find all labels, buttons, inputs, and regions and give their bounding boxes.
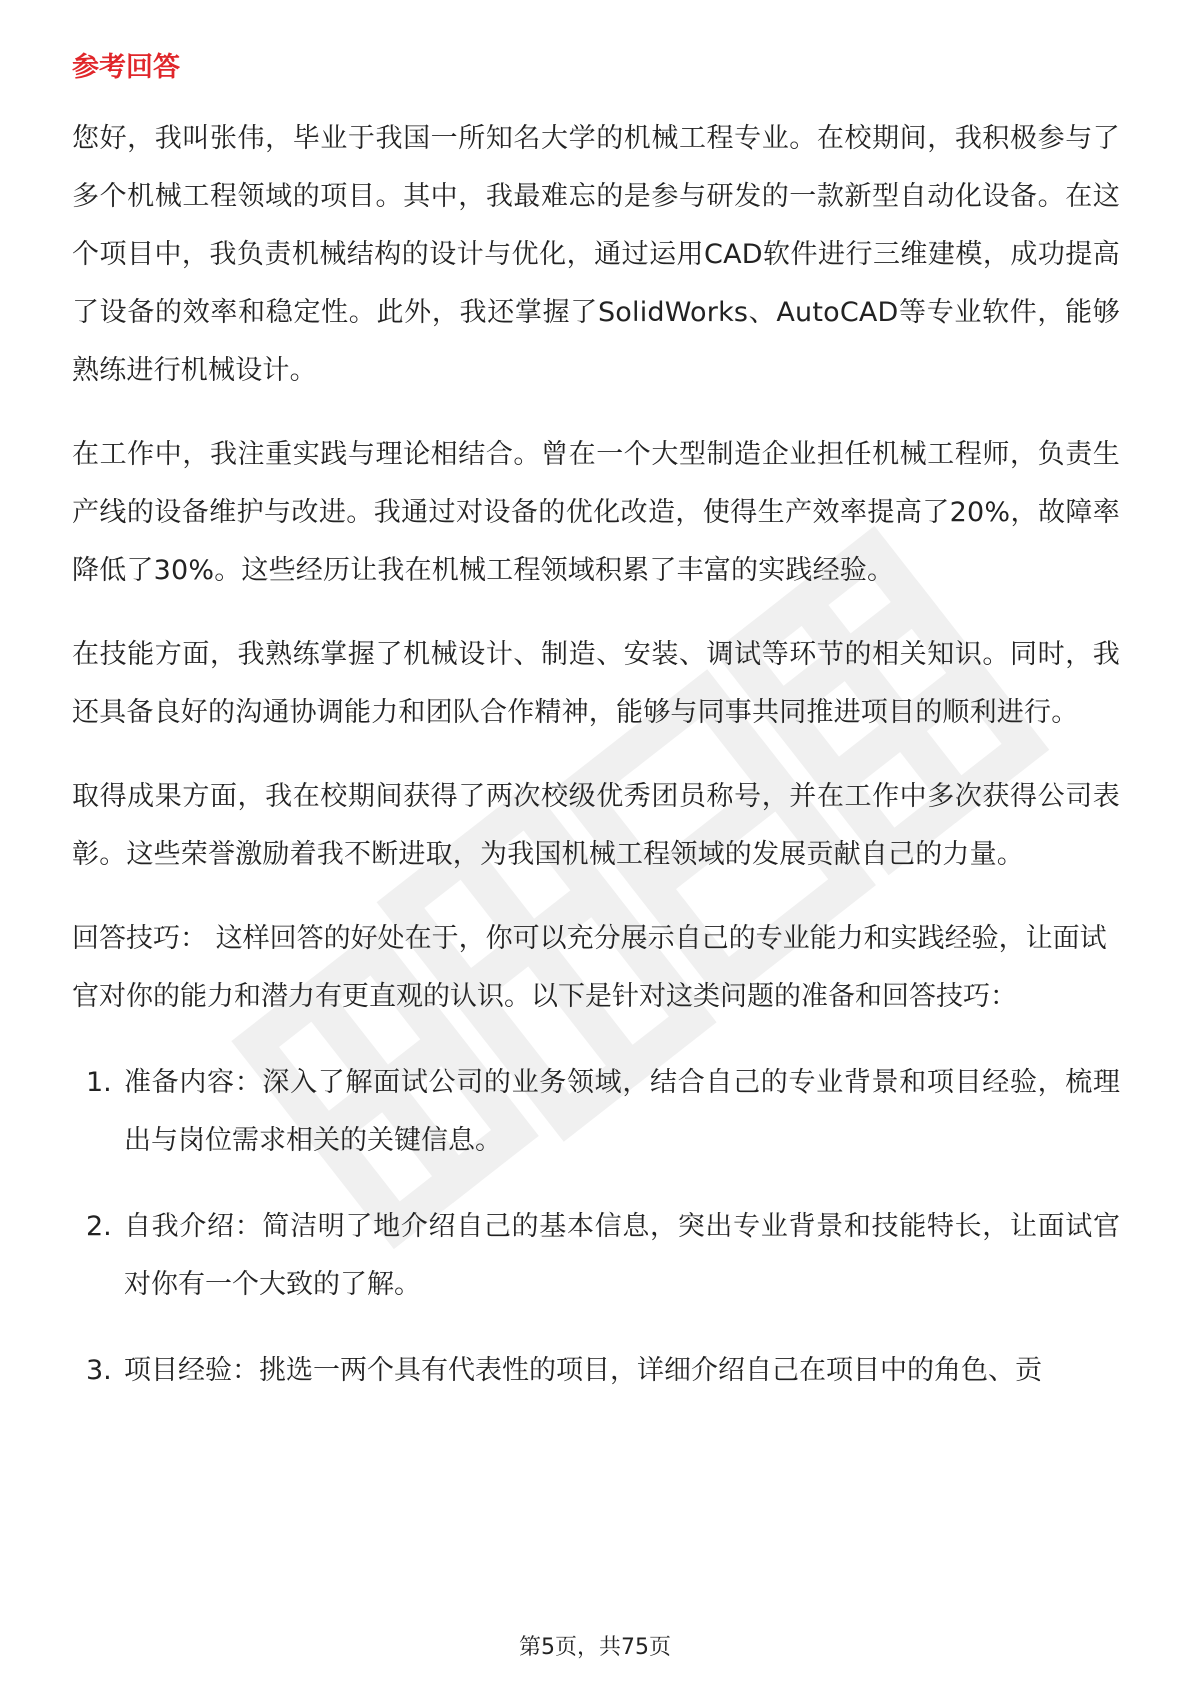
list-item: [72, 1198, 1120, 1314]
answer-paragraph-4: 取得成果方面，我在校期间获得了两次校级优秀团员称号，并在工作中多次获得公司表彰。这些荣誉激励着我不断进取，为我国机械工程领域的发展贡献自己的力量。: [72, 781, 1120, 870]
answer-paragraph-1: 您好，我叫张伟，毕业于我国一所知名大学的机械工程专业。在校期间，我积极参与了多个机械工程领域的项目。其中，我最难忘的是参与研发的一款新型自动化设备。在这个项目中，我负责机械结构的设计与优化，通过运用CAD软件进行三维建模，成功提高了设备的效率和稳定性。此外，我还掌握了SolidWorks、AutoCAD等专业软件，能够熟练进行机械设计。: [72, 123, 1120, 386]
tips-intro: 回答技巧： 这样回答的好处在于，你可以充分展示自己的专业能力和实践经验，让面试官对你的能力和潜力有更直观的认识。以下是针对这类问题的准备和回答技巧：: [72, 923, 1107, 1012]
list-item: [72, 1342, 1120, 1400]
answer-paragraph-3: 在技能方面，我熟练掌握了机械设计、制造、安装、调试等环节的相关知识。同时，我还具备良好的沟通协调能力和团队合作精神，能够与同事共同推进项目的顺利进行。: [72, 639, 1120, 728]
tips-list: [72, 1054, 1120, 1400]
list-number: 1.: [86, 1067, 112, 1098]
list-item-text: 准备内容：深入了解面试公司的业务领域，结合自己的专业背景和项目经验，梳理出与岗位需求相关的关键信息。: [124, 1067, 1120, 1156]
page-number-footer: 第5页，共75页: [519, 1635, 671, 1660]
list-number: 2.: [86, 1211, 112, 1242]
document-content: [72, 48, 1120, 1428]
section-heading: 参考回答: [72, 52, 180, 83]
list-item-text: 自我介绍：简洁明了地介绍自己的基本信息，突出专业背景和技能特长，让面试官对你有一个大致的了解。: [124, 1211, 1120, 1300]
list-item: [72, 1054, 1120, 1170]
answer-paragraph-2: 在工作中，我注重实践与理论相结合。曾在一个大型制造企业担任机械工程师，负责生产线的设备维护与改进。我通过对设备的优化改造，使得生产效率提高了20%，故障率降低了30%。这些经历让我在机械工程领域积累了丰富的实践经验。: [72, 439, 1120, 586]
list-item-text: 项目经验：挑选一两个具有代表性的项目，详细介绍自己在项目中的角色、贡: [124, 1355, 1042, 1386]
list-number: 3.: [86, 1355, 112, 1386]
